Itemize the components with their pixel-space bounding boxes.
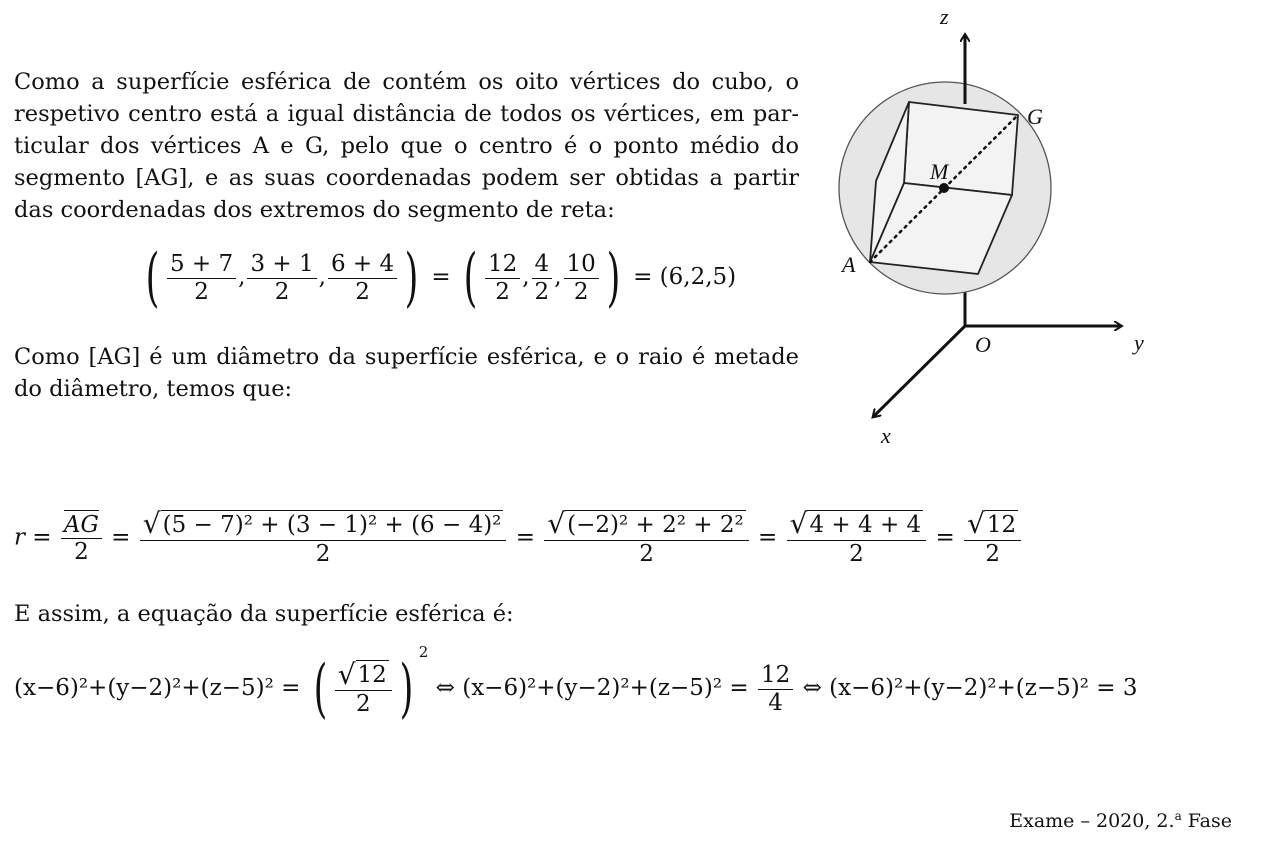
intro-line-5: das coordenadas dos extremos do segmento de reta:	[14, 197, 615, 223]
label-z: z	[940, 4, 949, 29]
label-g: G	[1027, 104, 1043, 129]
intro-line-4: segmento [AG], e as suas coordenadas podem ser obtidas a partir	[14, 165, 799, 191]
diameter-line-2: do diâmetro, temos que:	[14, 376, 293, 402]
label-x: x	[881, 423, 891, 448]
label-m: M	[930, 159, 949, 184]
intro-line-1: Como a superfície esférica de contém os oito vértices do cubo, o	[14, 69, 799, 95]
exam-source: Exame – 2020, 2.$^a$ Fase	[1009, 809, 1232, 832]
x-axis	[874, 326, 965, 416]
midpoint-m	[939, 183, 949, 193]
intro-paragraph	[14, 66, 799, 226]
intro-line-3: ticular dos vértices A e G, pelo que o centro é o ponto médio do	[14, 133, 799, 159]
label-o: O	[975, 332, 991, 357]
frac-z: $\frac{6 + 4}{2}$	[328, 251, 397, 305]
frac-y: $\frac{3 + 1}{2}$	[247, 251, 316, 305]
sphere-equation: (x−6)²+(y−2)²+(z−5)² = ( √ 12 2 ) $^2$ ⇔ (x−6)²+(y−2)²+(z−5)² = $\frac{12}{4}$ ⇔ (x−6)²+(y−2)²+(z−5)² = 3	[14, 643, 1138, 726]
intro-line-2: respetivo centro está a igual distância de todos os vértices, em par-	[14, 101, 799, 127]
radius-equation: r = $\frac{AG}{2}$ = √ (5 − 7)² + (3 − 1)² + (6 − 4)² 2 = √ (−2)² + 2² + 2² 2 = √ 4 + 4 + 4 2 = √ 12 2	[14, 510, 1023, 567]
sphere-cube-figure	[830, 0, 1170, 450]
label-a: A	[842, 252, 856, 277]
equation-intro: E assim, a equação da superfície esférica é:	[14, 601, 514, 627]
diameter-line-1: Como [AG] é um diâmetro da superfície esférica, e o raio é metade	[14, 344, 799, 370]
label-y: y	[1134, 330, 1144, 355]
frac-x: $\frac{5 + 7}{2}$	[167, 251, 236, 305]
midpoint-equation: ( $\frac{5 + 7}{2}$ , $\frac{3 + 1}{2}$ , $\frac{6 + 4}{2}$ ) = ( $\frac{12}{2}$ , $\frac{4}{2}$ , $\frac{10}{2}$ ) = (6,2,5)	[145, 241, 737, 315]
midpoint-result: = (6,2,5)	[633, 264, 737, 290]
diameter-paragraph	[14, 341, 799, 405]
